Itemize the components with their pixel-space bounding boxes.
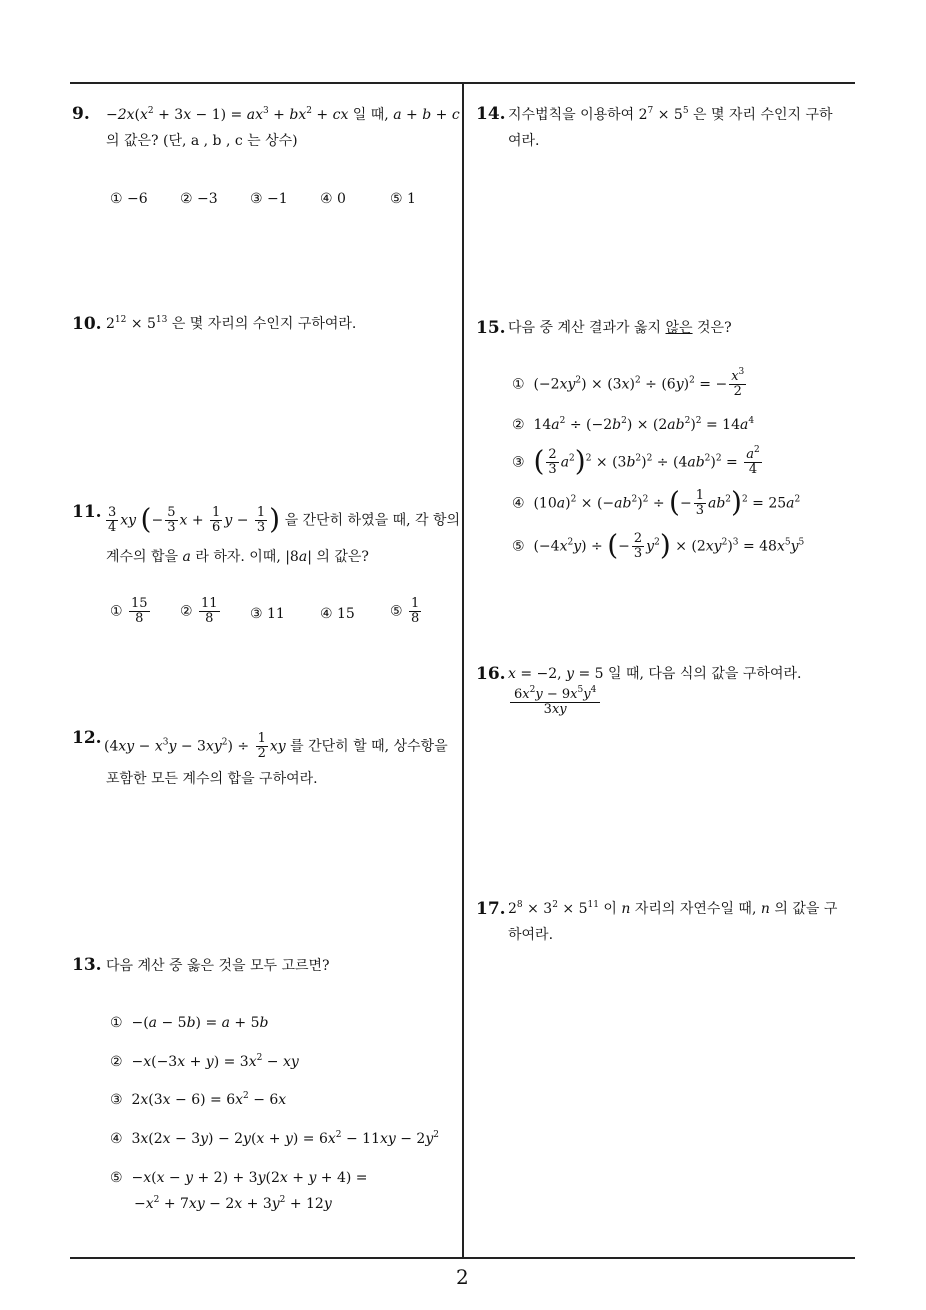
question-17-line2: 하여라. [508,927,554,943]
question-13-option-2[interactable]: ② $-x(-3x + y) = 3x^2$ − xy [110,1053,299,1070]
question-15-underlined-word: 않은 [665,320,693,336]
option-5-mark: ⑤ [390,603,403,620]
question-9-option-1[interactable]: ① −6 [110,191,148,207]
question-15-option-5[interactable]: ⑤ $(-4x^2y)$ ÷ (− $\frac{2}{3}$ $y^2) \times (2xy^2)^3 = 48x^5y^5$ [512,528,805,562]
question-11-number: 11. [72,502,102,522]
question-11-line2-c: 의 값은? [316,549,369,565]
option-1-mark: ① [110,1015,123,1031]
question-14-number: 14. [476,104,506,124]
question-11-option-1[interactable] [110,597,152,626]
column-divider [462,82,464,1258]
option-1-mark: ① [512,376,525,393]
question-16-text: x = −2, y = 5 일 때, 다음 식의 값을 구하여라. [508,666,802,682]
question-17-text-c: 의 값을 구 [774,901,838,917]
question-16-text-tail: 일 때, 다음 식의 값을 구하여라. [608,666,802,682]
question-17-number: 17. [476,899,506,919]
question-12-line2: 포함한 모든 계수의 합을 구하여라. [106,771,318,787]
question-15-option-3[interactable]: ③ ( $\frac{2}{3}$ $a^2)^2 \times (3b^2)^2 \div (4ab^2)^2$ = $\frac{a^2}{4}$ [512,444,760,478]
question-11-option-4[interactable] [320,606,355,622]
question-11-line2-b: 라 하자. 이때, [195,549,281,565]
question-13-option-4[interactable]: ④ $3x(2x - 3y) - 2y(x + y) = 6x^2 - 11xy - 2y^2$ [110,1130,439,1147]
question-17-text-b: 자리의 자연수일 때, [634,901,757,917]
question-15-text-b: 것은? [697,320,732,336]
option-5-numerator: 1 [411,596,420,611]
option-5-denominator: 8 [411,611,420,626]
question-15-text [508,315,732,341]
question-12-text: 를 간단히 할 때, 상수항을 [290,738,448,755]
option-5-mark: ⑤ [512,538,525,555]
option-4-mark: ④ [512,495,525,512]
question-10-text: $2^{12} \times 5^{13}$ 은 몇 자리의 수인지 구하여라. [106,315,357,332]
question-10-number: 10. [72,314,102,334]
question-9-option-3[interactable]: ③ −1 [250,191,288,207]
option-2-mark: ② [512,417,525,433]
question-14-text-b: 은 몇 자리 수인지 구하 [693,107,833,123]
option-2-denominator: 8 [205,611,214,626]
page-number: 2 [456,1265,469,1289]
option-4-mark: ④ [110,1131,123,1147]
question-16-expression: $\frac{6x^2y - 9x^5y^4}{3xy}$ [508,688,602,717]
question-15-text-a: 다음 중 계산 결과가 옳지 [508,320,662,336]
option-3-mark: ③ [250,606,263,622]
question-14-text-a: 지수법칙을 이용하여 [508,107,635,123]
question-14-text: 지수법칙을 이용하여 $2^7 \times 5^5$ 은 몇 자리 수인지 구하 [508,106,833,123]
option-2-mark: ② [180,603,193,620]
question-15-option-1[interactable]: ① $(-2xy^2) \times (3x)^2 \div (6y)^2$ = − $\frac{x^3}{2}$ [512,367,745,399]
question-11-option-3[interactable] [250,606,285,622]
question-15-option-2[interactable]: ② $14a^2 \div (-2b^2) \times (2ab^2)^2 = 14a^4$ [512,416,755,433]
question-15-number: 15. [476,318,506,338]
question-12-number: 12. [72,728,102,748]
option-1-numerator: 15 [131,596,148,611]
question-11-text: 을 간단히 하였을 때, 각 항의 [284,512,461,529]
question-15-option-4[interactable]: ④ $(10a)^2 \times (-ab^2)^2$ ÷ (− $\frac{1}{3}$ $ab^2)^2 = 25a^2$ [512,485,801,519]
option-4-mark: ④ [320,606,333,622]
option-4-value: 15 [337,606,355,622]
question-13-option-5[interactable]: ⑤ −x(x − y + 2) + 3y(2x + y + 4) = [110,1170,368,1186]
question-9-line2: 의 값은? (단, a , b , c 는 상수) [106,133,298,149]
option-3-value: 11 [267,606,285,622]
option-1-denominator: 8 [135,611,144,626]
question-9-option-5[interactable]: ⑤ 1 [390,191,416,207]
option-2-mark: ② [110,1054,123,1070]
question-10-text-tail: 은 몇 자리의 수인지 구하여라. [171,316,357,332]
option-2-numerator: 11 [201,596,218,611]
question-16-number: 16. [476,664,506,684]
question-13-number: 13. [72,955,102,975]
question-13-option-5-line2: $-x^2 + 7xy - 2x + 3y^2 + 12y$ [134,1195,332,1212]
option-5-mark: ⑤ [110,1170,123,1186]
question-9-option-2[interactable]: ② −3 [180,191,218,207]
question-9-expression: $-2x(x^2 + 3x - 1) = ax^3 + bx^2$ + cx 일 때, a + b + c [106,106,460,123]
question-9-number: 9. [72,104,90,124]
question-11-line2: 계수의 합을 a 라 하자. 이때, |8a| 의 값은? [106,549,369,565]
question-9-option-4[interactable]: ④ 0 [320,191,346,207]
option-1-mark: ① [110,603,123,620]
option-3-mark: ③ [110,1092,123,1108]
question-11-option-2[interactable] [180,597,222,626]
question-17-text-a: 이 [603,901,617,917]
question-11-option-5[interactable] [390,597,423,626]
question-12-expression: $(4xy - x^3y - 3xy^2)$ ÷ $\frac{1}{2}$ xy 를 간단히 할 때, 상수항을 [104,731,448,761]
question-11-line2-a: 계수의 합을 [106,549,179,565]
question-13-option-1[interactable]: ① −(a − 5b) = a + 5b [110,1015,269,1031]
question-17-text: $2^8 \times 3^2 \times 5^{11}$ 이 n 자리의 자연수일 때, n 의 값을 구 [508,900,838,917]
question-11-expression: $\frac{3}{4}$ xy (− $\frac{5}{3}$ x + $\frac{1}{6}$ y − $\frac{1}{3}$ ) 을 간단히 하였을 때, 각 항의 [108,502,461,536]
question-13-option-3[interactable]: ③ $2x(3x - 6) = 6x^2 - 6x$ [110,1091,287,1108]
question-13-text: 다음 계산 중 옳은 것을 모두 고르면? [106,958,330,974]
option-3-mark: ③ [512,454,525,471]
question-14-line2: 여라. [508,133,540,149]
